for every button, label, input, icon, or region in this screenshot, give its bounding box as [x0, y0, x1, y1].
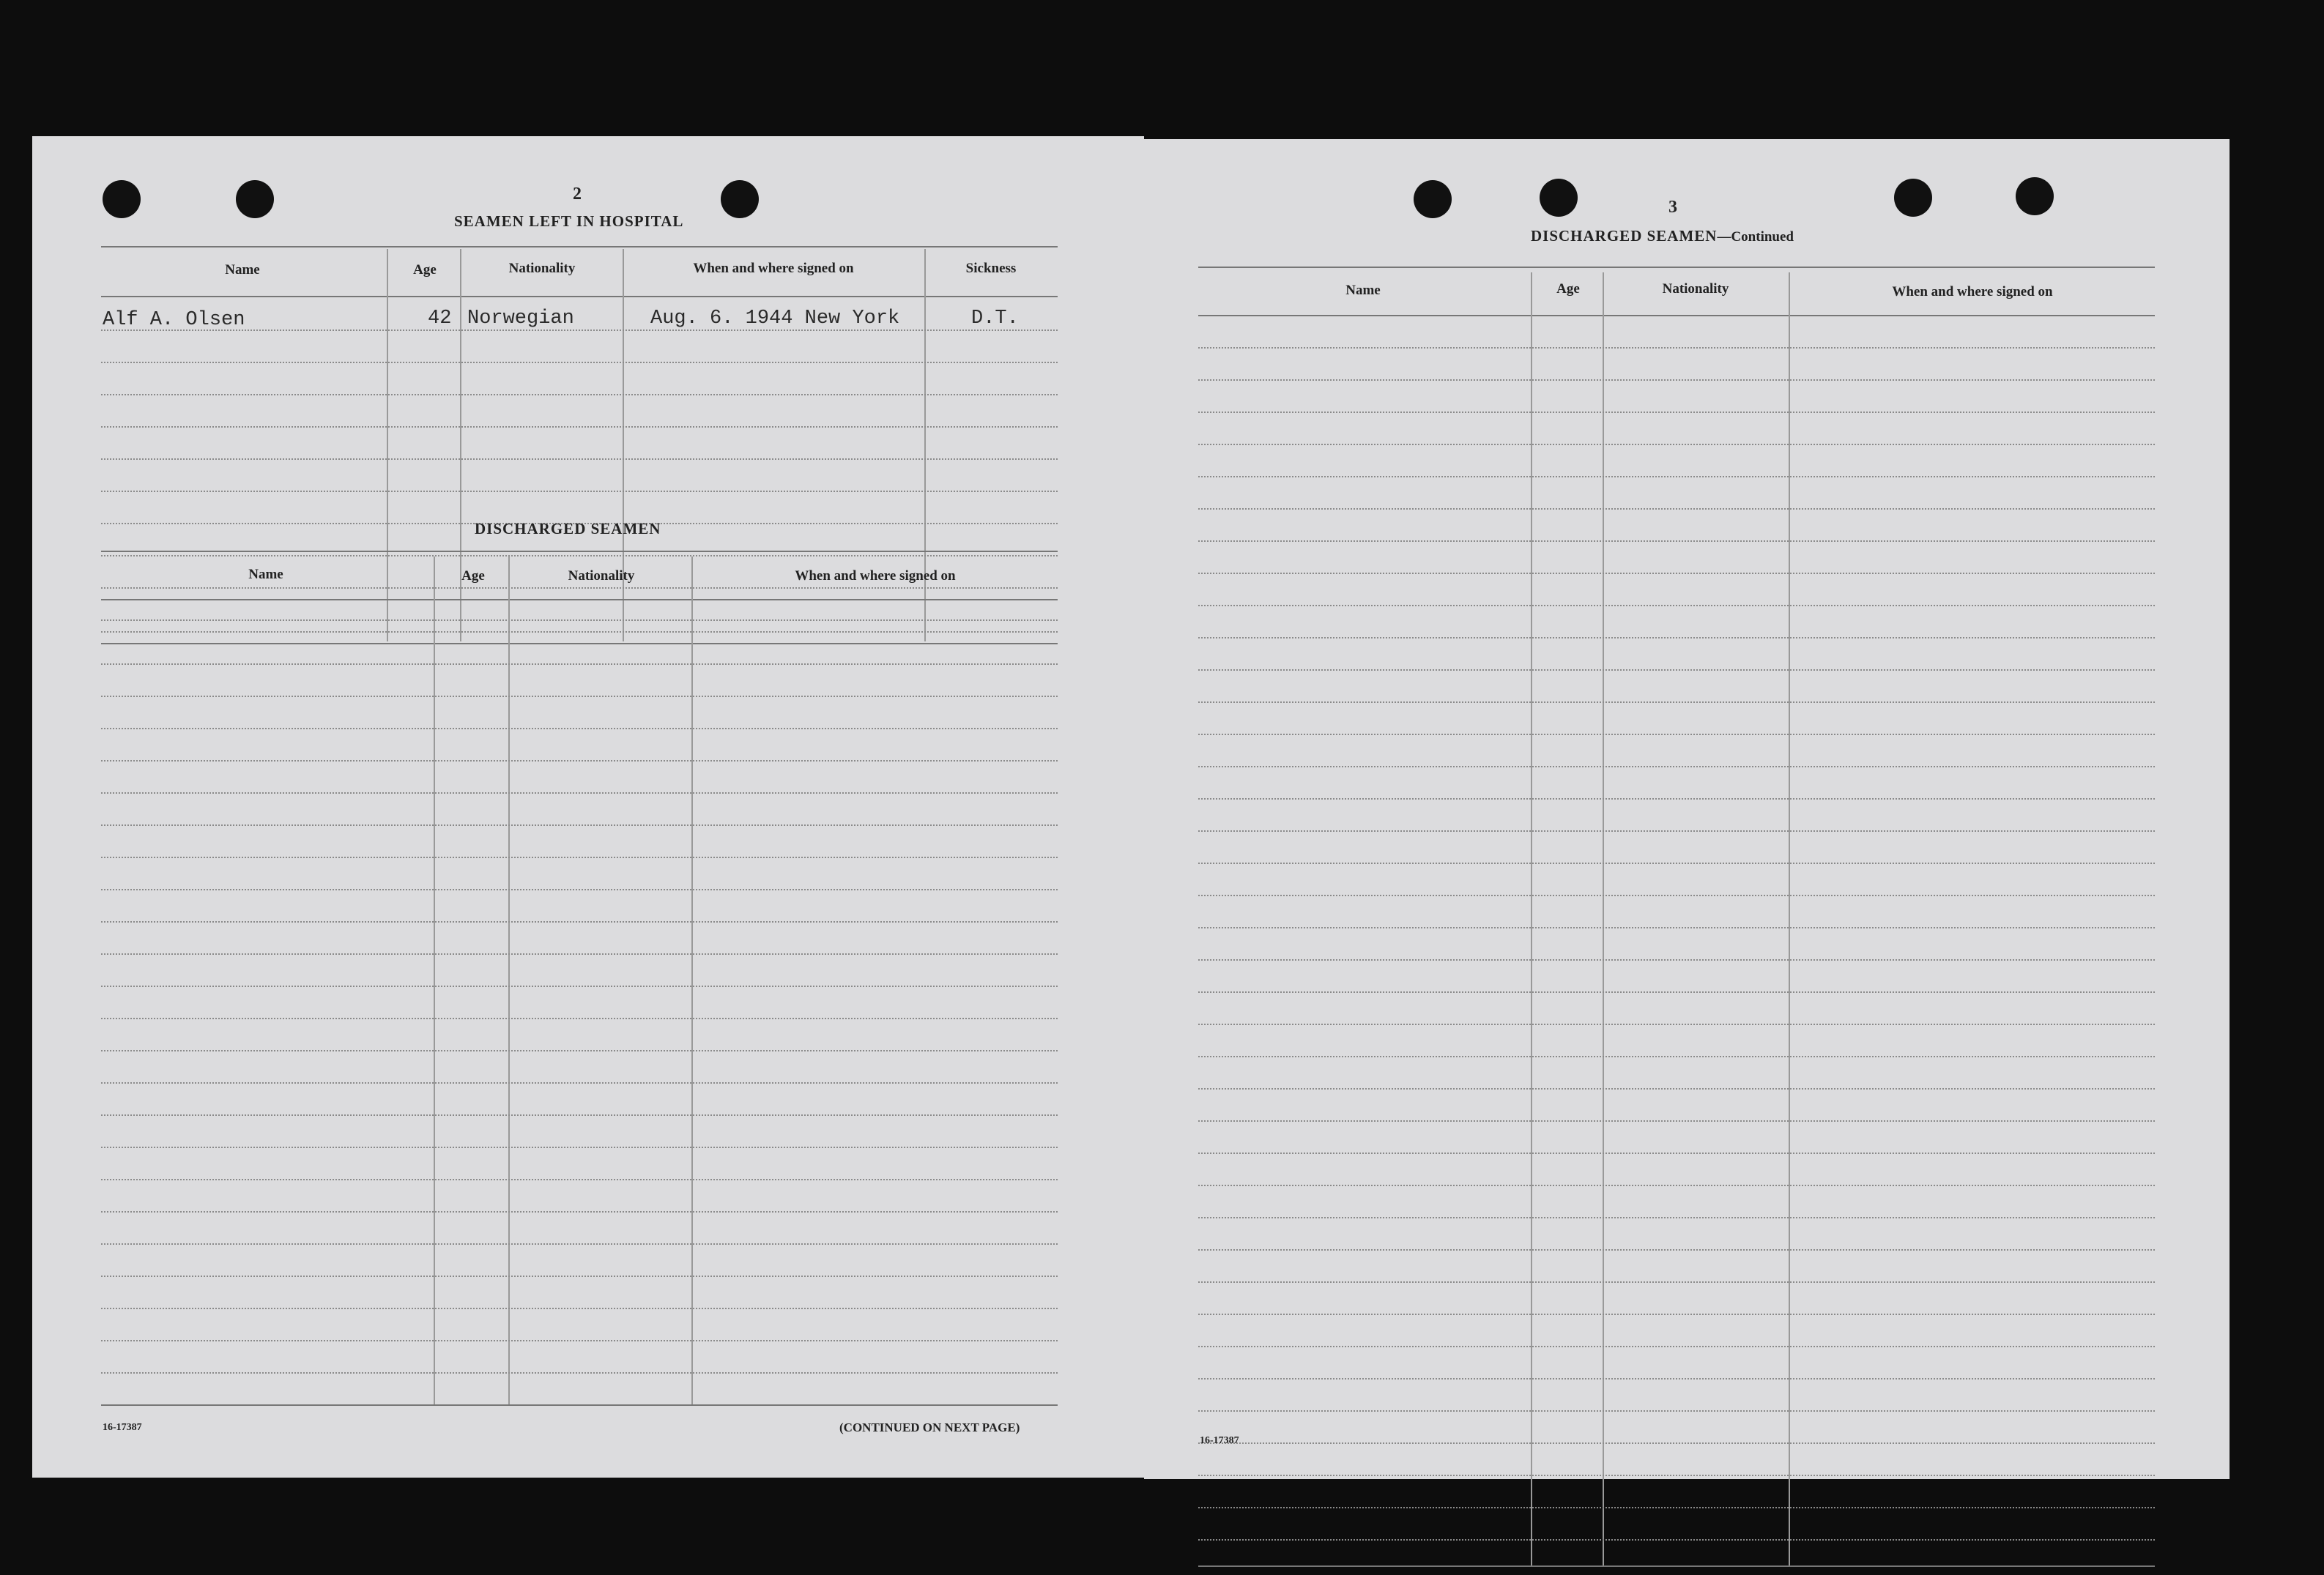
ruled-line — [1198, 830, 2155, 832]
hospital-row-age: 42 — [428, 308, 452, 329]
continued-note: (CONTINUED ON NEXT PAGE) — [839, 1421, 1020, 1434]
column-header-age: Age — [461, 568, 485, 584]
column-divider — [508, 556, 510, 1404]
table-rule — [101, 599, 1058, 600]
ruled-line — [1198, 1442, 2155, 1444]
ruled-line — [1198, 573, 2155, 574]
column-divider — [691, 556, 693, 1404]
ruled-line — [101, 631, 1058, 633]
column-header-age: Age — [413, 262, 437, 278]
hospital-row-name: Alf A. Olsen — [103, 309, 245, 331]
table-rule — [101, 1404, 1058, 1406]
punch-hole — [2016, 177, 2054, 215]
column-header-nationality: Nationality — [1662, 281, 1729, 297]
table-rule — [1198, 267, 2155, 268]
ruled-line — [1198, 1281, 2155, 1283]
ruled-line — [1198, 540, 2155, 542]
column-divider — [1789, 272, 1790, 1565]
ruled-line — [101, 1147, 1058, 1148]
discharged-section-title: DISCHARGED SEAMEN — [475, 520, 661, 537]
ruled-line — [1198, 1120, 2155, 1122]
ruled-line — [101, 953, 1058, 955]
ruled-line — [1198, 895, 2155, 896]
ruled-line — [101, 728, 1058, 729]
column-header-signed-on: When and where signed on — [1892, 284, 2053, 299]
punch-hole — [236, 180, 274, 218]
ruled-line — [1198, 508, 2155, 510]
column-header-signed-on: When and where signed on — [795, 568, 956, 584]
ruled-line — [1198, 1346, 2155, 1347]
hospital-row-nationality: Norwegian — [467, 308, 574, 329]
column-header-name: Name — [1345, 283, 1381, 298]
ruled-line — [1198, 1024, 2155, 1025]
ruled-line — [1198, 863, 2155, 864]
form-number: 16-17387 — [103, 1422, 142, 1433]
ruled-line — [1198, 1249, 2155, 1251]
column-header-name: Name — [248, 567, 283, 582]
column-header-signed-on: When and where signed on — [693, 261, 854, 276]
ruled-line — [101, 329, 1058, 331]
ruled-line — [101, 760, 1058, 762]
ruled-line — [101, 1243, 1058, 1245]
ruled-line — [101, 1276, 1058, 1277]
ruled-line — [101, 555, 1058, 556]
table-rule — [101, 551, 1058, 552]
ruled-line — [101, 1179, 1058, 1180]
ruled-line — [101, 889, 1058, 890]
ruled-line — [101, 491, 1058, 492]
table-rule — [101, 246, 1058, 247]
ruled-line — [1198, 701, 2155, 703]
ruled-line — [101, 619, 1058, 621]
ruled-line — [1198, 1410, 2155, 1412]
column-divider — [1531, 272, 1532, 1565]
ruled-line — [101, 1211, 1058, 1213]
punch-hole — [1894, 179, 1932, 217]
discharged-continued-title — [1531, 227, 1794, 245]
column-divider — [1603, 272, 1604, 1565]
ruled-line — [1198, 637, 2155, 638]
ruled-line — [1198, 734, 2155, 735]
ruled-line — [101, 1082, 1058, 1084]
section-title-suffix: —Continued — [1717, 229, 1794, 245]
ruled-line — [1198, 1475, 2155, 1476]
hospital-row-sickness: D.T. — [971, 308, 1019, 329]
ruled-line — [101, 986, 1058, 987]
ruled-line — [101, 458, 1058, 460]
punch-hole — [1414, 180, 1452, 218]
page-number: 3 — [1668, 198, 1677, 217]
ruled-line — [1198, 1314, 2155, 1315]
hospital-section-title: SEAMEN LEFT IN HOSPITAL — [454, 212, 684, 230]
ruled-line — [1198, 476, 2155, 477]
ruled-line — [101, 696, 1058, 697]
left-page — [32, 136, 1144, 1478]
column-header-name: Name — [225, 262, 260, 278]
ruled-line — [101, 857, 1058, 858]
table-rule — [101, 643, 1058, 644]
ruled-line — [101, 1018, 1058, 1019]
ruled-line — [101, 1372, 1058, 1374]
ruled-line — [101, 1114, 1058, 1116]
ruled-line — [1198, 379, 2155, 381]
ruled-line — [1198, 1507, 2155, 1508]
column-divider — [434, 556, 435, 1404]
ruled-line — [1198, 347, 2155, 349]
ruled-line — [1198, 669, 2155, 671]
ruled-line — [101, 663, 1058, 665]
hospital-row-signed-on: Aug. 6. 1944 New York — [650, 308, 900, 329]
ruled-line — [101, 362, 1058, 363]
ruled-line — [1198, 1088, 2155, 1090]
column-header-nationality: Nationality — [508, 261, 576, 276]
ruled-line — [1198, 927, 2155, 928]
right-page — [1144, 139, 2230, 1479]
ruled-line — [1198, 444, 2155, 445]
ruled-line — [101, 824, 1058, 826]
ruled-line — [101, 1340, 1058, 1341]
ruled-line — [1198, 991, 2155, 993]
ruled-line — [101, 921, 1058, 923]
ruled-line — [1198, 1185, 2155, 1186]
column-header-age: Age — [1556, 281, 1580, 297]
table-rule — [101, 296, 1058, 297]
column-header-sickness: Sickness — [965, 261, 1017, 276]
page-number: 2 — [573, 185, 582, 204]
ruled-line — [1198, 1153, 2155, 1154]
ruled-line — [101, 394, 1058, 395]
punch-hole — [103, 180, 141, 218]
ruled-line — [1198, 798, 2155, 800]
ruled-line — [1198, 1217, 2155, 1218]
ruled-line — [101, 1308, 1058, 1309]
ruled-line — [1198, 1056, 2155, 1057]
form-number: 16-17387 — [1200, 1435, 1239, 1446]
ruled-line — [1198, 1539, 2155, 1541]
table-rule — [1198, 315, 2155, 316]
ruled-line — [101, 587, 1058, 589]
ruled-line — [1198, 412, 2155, 413]
ruled-line — [1198, 605, 2155, 606]
section-title: DISCHARGED SEAMEN — [1531, 227, 1718, 245]
ruled-line — [101, 792, 1058, 794]
punch-hole — [721, 180, 759, 218]
ruled-line — [101, 426, 1058, 428]
ruled-line — [101, 1050, 1058, 1051]
ruled-line — [1198, 766, 2155, 767]
table-rule — [1198, 1565, 2155, 1567]
ruled-line — [1198, 1378, 2155, 1379]
punch-hole — [1540, 179, 1578, 217]
ruled-line — [1198, 959, 2155, 961]
column-header-nationality: Nationality — [568, 568, 635, 584]
